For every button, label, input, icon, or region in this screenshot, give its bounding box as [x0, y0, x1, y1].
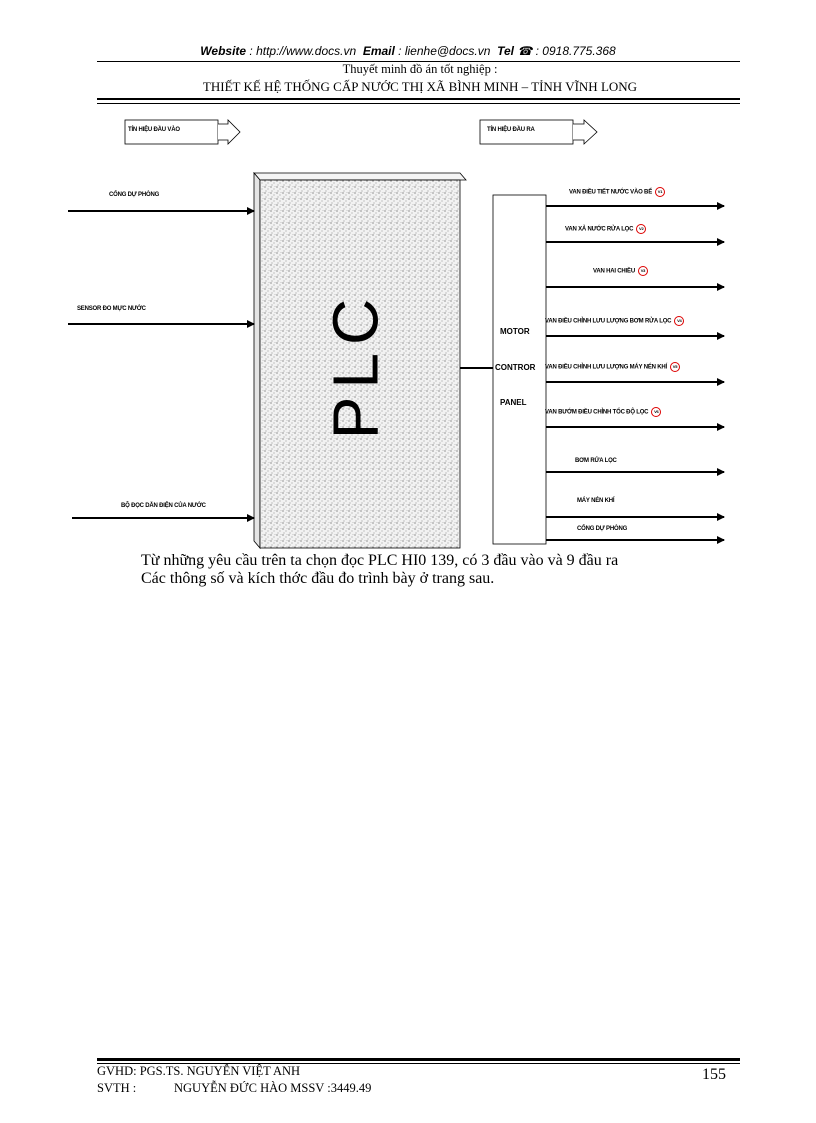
- input-header-label: TÍN HIỆU ĐẦU VÀO: [128, 127, 180, 133]
- output-label-text-1: VAN ĐIỀU TIẾT NƯỚC VÀO BỂ: [569, 189, 652, 196]
- header-divider-bottom: [97, 103, 740, 104]
- input-label-2: SENSOR ĐO MỰC NƯỚC: [77, 306, 146, 312]
- body-line-1: Từ những yêu cầu trên ta chọn đọc PLC HI0 139, có 3 đầu vào và 9 đầu ra: [141, 552, 619, 569]
- output-label-text-5: VAN ĐIỀU CHỈNH LƯU LƯỢNG MÁY NÉN KHÍ: [545, 364, 667, 371]
- output-label-4: [545, 316, 684, 326]
- body-line-2: Các thông số và kích thớc đầu đo trình bày ở trang sau.: [141, 570, 495, 587]
- output-header-arrow-icon: [573, 120, 597, 144]
- website-label: Website: [200, 44, 247, 58]
- badge-icon: V6: [651, 407, 661, 417]
- plc-block-top: [254, 173, 466, 180]
- footer-divider-thick: [97, 1058, 740, 1061]
- input-header-arrow-icon: [218, 120, 240, 144]
- footer-svth-label: SVTH :: [97, 1081, 137, 1095]
- output-label-5: [545, 362, 680, 372]
- input-label-3: BỘ ĐỌC DẪN ĐIỆN CỦA NƯỚC: [121, 503, 206, 509]
- header-divider-thick: [97, 98, 740, 100]
- panel-line-1: MOTOR: [500, 327, 530, 336]
- output-label-1: [569, 187, 665, 197]
- plc-diagram: [0, 110, 816, 550]
- footer-gvhd: GVHD: PGS.TS. NGUYỄN VIỆT ANH: [97, 1064, 301, 1078]
- phone-icon: ☎: [517, 44, 533, 58]
- output-label-7: BƠM RỬA LỌC: [575, 458, 617, 464]
- plc-label-wrap: [305, 290, 405, 440]
- output-label-text-2: VAN XẢ NƯỚC RỬA LỌC: [565, 226, 634, 233]
- plc-label: PLC: [319, 290, 391, 440]
- email-label: Email: [362, 44, 395, 58]
- tel-label: Tel: [497, 44, 514, 58]
- badge-icon: V5: [670, 362, 680, 372]
- page-title: THIẾT KẾ HỆ THỐNG CẤP NƯỚC THỊ XÃ BÌNH MINH – TỈNH VĨNH LONG: [202, 79, 638, 94]
- output-label-text-3: VAN HAI CHIỀU: [593, 268, 635, 275]
- website-line: [0, 44, 816, 58]
- plc-block-side: [254, 173, 260, 548]
- output-label-2: [565, 224, 646, 234]
- doc-line: Thuyết minh đồ án tốt nghiệp :: [342, 62, 498, 76]
- output-label-8: MÁY NÉN KHÍ: [577, 498, 615, 504]
- input-label-1: CỔNG DỰ PHÒNG: [109, 192, 160, 198]
- panel-line-3: PANEL: [500, 398, 527, 407]
- panel-line-2: CONTROR: [495, 363, 536, 372]
- output-label-6: [545, 407, 661, 417]
- badge-icon: V4: [674, 316, 684, 326]
- badge-icon: V2: [636, 224, 646, 234]
- output-label-text-6: VAN BƯỚM ĐIỀU CHỈNH TỐC ĐỘ LỌC: [545, 409, 649, 416]
- output-label-text-4: VAN ĐIỀU CHỈNH LƯU LƯỢNG BƠM RỬA LỌC: [545, 318, 672, 325]
- page-number: 155: [702, 1066, 726, 1083]
- output-label-9: CỔNG DỰ PHÒNG: [577, 526, 628, 532]
- website-value[interactable]: : http://www.docs.vn: [249, 44, 357, 58]
- output-header-label: TÍN HIỆU ĐẦU RA: [487, 127, 535, 133]
- output-label-3: [593, 266, 648, 276]
- badge-icon: V1: [655, 187, 665, 197]
- tel-value: : 0918.775.368: [535, 44, 616, 58]
- footer-svth-value: NGUYỄN ĐỨC HÀO MSSV :3449.49: [174, 1081, 372, 1095]
- email-value[interactable]: : lienhe@docs.vn: [398, 44, 491, 58]
- badge-icon: V3: [638, 266, 648, 276]
